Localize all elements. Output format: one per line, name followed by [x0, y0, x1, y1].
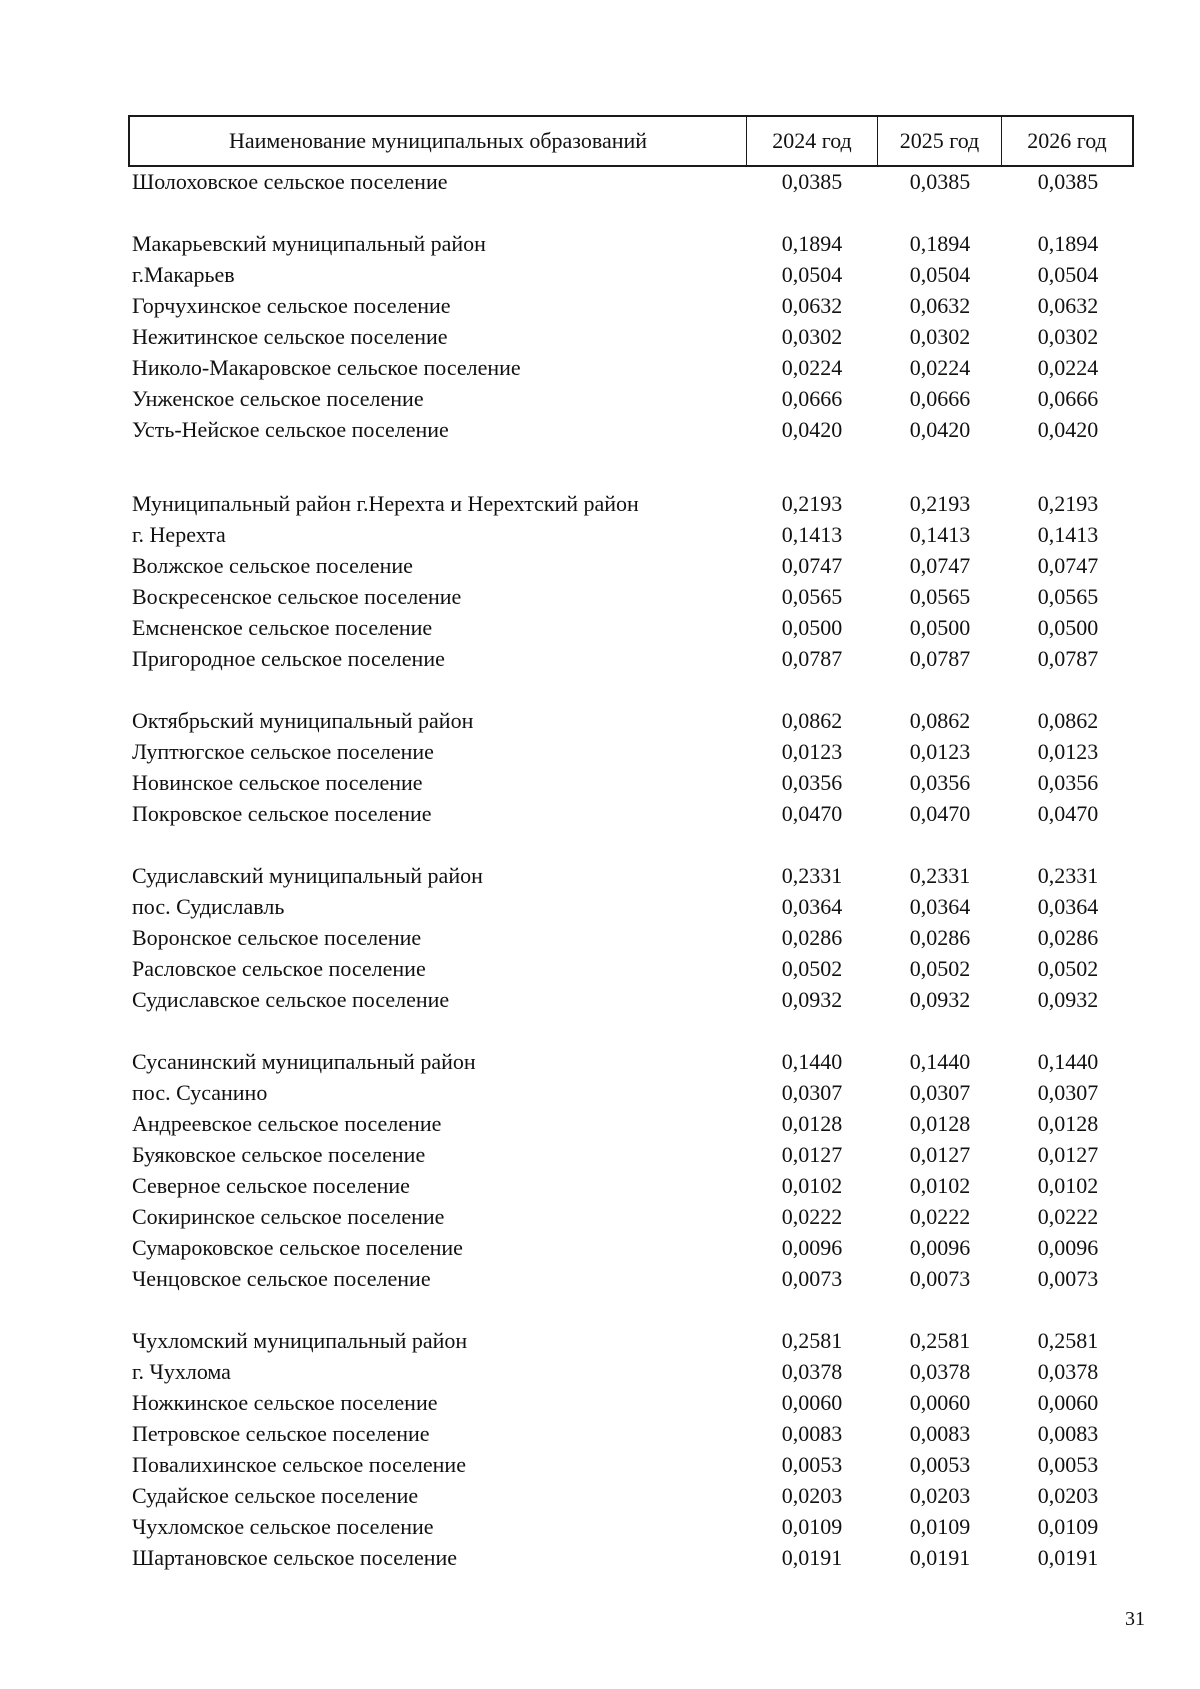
row-value-2024: 0,0102: [781, 1173, 843, 1198]
table-row: [0, 520, 1200, 550]
row-name: Нежитинское сельское поселение: [132, 324, 448, 349]
row-value-2026: 0,0053: [1037, 1452, 1099, 1477]
row-name: Волжское сельское поселение: [132, 553, 413, 578]
row-name: Андреевское сельское поселение: [132, 1111, 442, 1136]
row-value-2026: 0,0364: [1037, 894, 1099, 919]
row-name: Ножкинское сельское поселение: [132, 1390, 438, 1415]
table-row: [0, 737, 1200, 767]
row-value-2026: 0,0747: [1037, 553, 1099, 578]
row-value-2026: 0,0932: [1037, 987, 1099, 1012]
table-row: [0, 1512, 1200, 1542]
row-value-2025: 0,1440: [909, 1049, 971, 1074]
table-row: [0, 260, 1200, 290]
table-row: [0, 1326, 1200, 1356]
row-name: Октябрьский муниципальный район: [132, 708, 474, 733]
row-value-2024: 0,2331: [781, 863, 843, 888]
row-name: Емсненское сельское поселение: [132, 615, 433, 640]
row-value-2026: 0,0073: [1037, 1266, 1099, 1291]
row-name: Шартановское сельское поселение: [132, 1545, 458, 1570]
table-row: [0, 1419, 1200, 1449]
row-value-2024: 0,1440: [781, 1049, 843, 1074]
row-name: Воронское сельское поселение: [132, 925, 422, 950]
table-row: [0, 613, 1200, 643]
table-row: [0, 167, 1200, 197]
row-value-2026: 0,0504: [1037, 262, 1099, 287]
row-value-2024: 0,0632: [781, 293, 843, 318]
row-value-2025: 0,0060: [909, 1390, 971, 1415]
row-value-2026: 0,0632: [1037, 293, 1099, 318]
row-value-2024: 0,0203: [781, 1483, 843, 1508]
row-name: Новинское сельское поселение: [132, 770, 423, 795]
row-value-2024: 0,0096: [781, 1235, 843, 1260]
row-value-2025: 0,0053: [909, 1452, 971, 1477]
table-header: [128, 115, 1134, 167]
row-value-2025: 0,0500: [909, 615, 971, 640]
row-value-2026: 0,0203: [1037, 1483, 1099, 1508]
table-row: [0, 892, 1200, 922]
row-value-2024: 0,0060: [781, 1390, 843, 1415]
row-name: Луптюгское сельское поселение: [132, 739, 434, 764]
row-value-2025: 0,0364: [909, 894, 971, 919]
row-value-2026: 0,0096: [1037, 1235, 1099, 1260]
row-name: Макарьевский муниципальный район: [132, 231, 486, 256]
table-row: [0, 1357, 1200, 1387]
row-value-2026: 0,0307: [1037, 1080, 1099, 1105]
row-name: Воскресенское сельское поселение: [132, 584, 462, 609]
row-value-2026: 0,0470: [1037, 801, 1099, 826]
row-value-2024: 0,0053: [781, 1452, 843, 1477]
row-value-2025: 0,2581: [909, 1328, 971, 1353]
table-row: [0, 1171, 1200, 1201]
row-value-2025: 0,0565: [909, 584, 971, 609]
row-value-2024: 0,0420: [781, 417, 843, 442]
table-row: [0, 985, 1200, 1015]
row-value-2026: 0,1894: [1037, 231, 1099, 256]
row-value-2025: 0,0787: [909, 646, 971, 671]
row-name: Расловское сельское поселение: [132, 956, 426, 981]
row-name: Буяковское сельское поселение: [132, 1142, 426, 1167]
row-value-2025: 0,0191: [909, 1545, 971, 1570]
row-value-2024: 0,0123: [781, 739, 843, 764]
row-name: Усть-Нейское сельское поселение: [132, 417, 449, 442]
row-value-2025: 0,2331: [909, 863, 971, 888]
row-name: Северное сельское поселение: [132, 1173, 410, 1198]
row-value-2025: 0,0378: [909, 1359, 971, 1384]
table-row: [0, 1450, 1200, 1480]
row-value-2024: 0,0378: [781, 1359, 843, 1384]
header-year-2025: 2025 год: [878, 117, 1002, 165]
row-value-2025: 0,0123: [909, 739, 971, 764]
row-value-2024: 0,2193: [781, 491, 843, 516]
row-value-2026: 0,0787: [1037, 646, 1099, 671]
row-value-2024: 0,0787: [781, 646, 843, 671]
row-value-2024: 0,0083: [781, 1421, 843, 1446]
table-row: [0, 1388, 1200, 1418]
row-value-2024: 0,0500: [781, 615, 843, 640]
row-value-2024: 0,0364: [781, 894, 843, 919]
table-row: [0, 229, 1200, 259]
row-value-2026: 0,0222: [1037, 1204, 1099, 1229]
row-value-2026: 0,2193: [1037, 491, 1099, 516]
row-value-2024: 0,0302: [781, 324, 843, 349]
table-row: [0, 353, 1200, 383]
header-year-2024: 2024 год: [747, 117, 878, 165]
row-value-2025: 0,0286: [909, 925, 971, 950]
row-value-2026: 0,0286: [1037, 925, 1099, 950]
row-name: Ченцовское сельское поселение: [132, 1266, 431, 1291]
row-value-2024: 0,0502: [781, 956, 843, 981]
row-name: Судиславский муниципальный район: [132, 863, 483, 888]
table-row: [0, 768, 1200, 798]
row-value-2026: 0,0109: [1037, 1514, 1099, 1539]
row-name: Судиславское сельское поселение: [132, 987, 450, 1012]
row-value-2026: 0,2581: [1037, 1328, 1099, 1353]
row-value-2025: 0,0502: [909, 956, 971, 981]
row-value-2025: 0,0932: [909, 987, 971, 1012]
row-name: Сокиринское сельское поселение: [132, 1204, 445, 1229]
row-value-2025: 0,0666: [909, 386, 971, 411]
row-value-2025: 0,0632: [909, 293, 971, 318]
row-value-2025: 0,0073: [909, 1266, 971, 1291]
row-value-2024: 0,0747: [781, 553, 843, 578]
header-name-column: Наименование муниципальных образований: [130, 117, 747, 165]
row-value-2026: 0,0378: [1037, 1359, 1099, 1384]
row-value-2025: 0,0504: [909, 262, 971, 287]
row-value-2026: 0,0500: [1037, 615, 1099, 640]
row-value-2025: 0,0307: [909, 1080, 971, 1105]
row-value-2026: 0,0302: [1037, 324, 1099, 349]
row-value-2024: 0,0128: [781, 1111, 843, 1136]
table-row: [0, 489, 1200, 519]
row-value-2025: 0,0385: [909, 169, 971, 194]
row-value-2026: 0,0102: [1037, 1173, 1099, 1198]
row-value-2024: 0,0222: [781, 1204, 843, 1229]
row-value-2026: 0,0060: [1037, 1390, 1099, 1415]
table-row: [0, 384, 1200, 414]
row-value-2026: 0,2331: [1037, 863, 1099, 888]
row-name: г.Макарьев: [132, 262, 235, 287]
row-name: Судайское сельское поселение: [132, 1483, 419, 1508]
table-row: [0, 644, 1200, 674]
page-number: 31: [1125, 1608, 1145, 1630]
table-row: [0, 1264, 1200, 1294]
row-value-2026: 0,0420: [1037, 417, 1099, 442]
row-value-2026: 0,0083: [1037, 1421, 1099, 1446]
row-name: Сусанинский муниципальный район: [132, 1049, 476, 1074]
row-name: Пригородное сельское поселение: [132, 646, 445, 671]
row-value-2025: 0,0224: [909, 355, 971, 380]
row-name: Сумароковское сельское поселение: [132, 1235, 463, 1260]
row-value-2026: 0,0127: [1037, 1142, 1099, 1167]
row-value-2025: 0,0127: [909, 1142, 971, 1167]
row-value-2024: 0,0109: [781, 1514, 843, 1539]
row-value-2024: 0,1413: [781, 522, 843, 547]
table-row: [0, 551, 1200, 581]
row-name: пос. Судиславль: [132, 894, 285, 919]
table-row: [0, 291, 1200, 321]
table-row: [0, 1202, 1200, 1232]
table-row: [0, 1233, 1200, 1263]
table-row: [0, 1078, 1200, 1108]
row-value-2025: 0,0862: [909, 708, 971, 733]
row-name: Чухломский муниципальный район: [132, 1328, 468, 1353]
row-name: Шолоховское сельское поселение: [132, 169, 448, 194]
row-name: Петровское сельское поселение: [132, 1421, 430, 1446]
row-name: Муниципальный район г.Нерехта и Нерехтский район: [132, 491, 639, 516]
row-value-2024: 0,0356: [781, 770, 843, 795]
row-value-2025: 0,1894: [909, 231, 971, 256]
row-value-2025: 0,0083: [909, 1421, 971, 1446]
row-value-2026: 0,0385: [1037, 169, 1099, 194]
row-value-2024: 0,0224: [781, 355, 843, 380]
row-value-2024: 0,1894: [781, 231, 843, 256]
row-value-2025: 0,0420: [909, 417, 971, 442]
row-value-2025: 0,0096: [909, 1235, 971, 1260]
table-row: [0, 415, 1200, 445]
row-value-2024: 0,2581: [781, 1328, 843, 1353]
row-name: Повалихинское сельское поселение: [132, 1452, 466, 1477]
row-value-2024: 0,0565: [781, 584, 843, 609]
table-row: [0, 582, 1200, 612]
table-row: [0, 954, 1200, 984]
row-value-2025: 0,0747: [909, 553, 971, 578]
row-value-2026: 0,1440: [1037, 1049, 1099, 1074]
row-value-2025: 0,0128: [909, 1111, 971, 1136]
row-value-2026: 0,0862: [1037, 708, 1099, 733]
row-value-2024: 0,0385: [781, 169, 843, 194]
row-value-2025: 0,0470: [909, 801, 971, 826]
table-row: [0, 706, 1200, 736]
row-value-2024: 0,0504: [781, 262, 843, 287]
row-name: г. Чухлома: [132, 1359, 231, 1384]
row-value-2024: 0,0286: [781, 925, 843, 950]
row-value-2024: 0,0073: [781, 1266, 843, 1291]
row-value-2025: 0,0356: [909, 770, 971, 795]
row-value-2024: 0,0862: [781, 708, 843, 733]
row-name: Горчухинское сельское поселение: [132, 293, 451, 318]
table-row: [0, 1481, 1200, 1511]
row-value-2026: 0,0666: [1037, 386, 1099, 411]
row-value-2024: 0,0127: [781, 1142, 843, 1167]
table-row: [0, 1140, 1200, 1170]
row-name: Унженское сельское поселение: [132, 386, 424, 411]
row-value-2026: 0,0565: [1037, 584, 1099, 609]
row-value-2025: 0,2193: [909, 491, 971, 516]
row-value-2024: 0,0470: [781, 801, 843, 826]
row-name: пос. Сусанино: [132, 1080, 268, 1105]
table-row: [0, 861, 1200, 891]
row-value-2025: 0,1413: [909, 522, 971, 547]
row-value-2024: 0,0191: [781, 1545, 843, 1570]
row-value-2026: 0,0502: [1037, 956, 1099, 981]
row-name: Николо-Макаровское сельское поселение: [132, 355, 521, 380]
table-row: [0, 1543, 1200, 1573]
row-value-2026: 0,0128: [1037, 1111, 1099, 1136]
row-value-2024: 0,0307: [781, 1080, 843, 1105]
row-value-2026: 0,0191: [1037, 1545, 1099, 1570]
row-value-2025: 0,0222: [909, 1204, 971, 1229]
row-name: г. Нерехта: [132, 522, 226, 547]
row-name: Покровское сельское поселение: [132, 801, 432, 826]
table-row: [0, 799, 1200, 829]
table-row: [0, 1109, 1200, 1139]
row-value-2026: 0,1413: [1037, 522, 1099, 547]
row-value-2024: 0,0932: [781, 987, 843, 1012]
row-value-2025: 0,0102: [909, 1173, 971, 1198]
table-row: [0, 1047, 1200, 1077]
row-value-2024: 0,0666: [781, 386, 843, 411]
row-value-2026: 0,0224: [1037, 355, 1099, 380]
table-row: [0, 923, 1200, 953]
row-value-2026: 0,0356: [1037, 770, 1099, 795]
header-year-2026: 2026 год: [1027, 128, 1107, 153]
row-value-2025: 0,0203: [909, 1483, 971, 1508]
row-value-2026: 0,0123: [1037, 739, 1099, 764]
row-name: Чухломское сельское поселение: [132, 1514, 434, 1539]
row-value-2025: 0,0109: [909, 1514, 971, 1539]
row-value-2025: 0,0302: [909, 324, 971, 349]
table-row: [0, 322, 1200, 352]
